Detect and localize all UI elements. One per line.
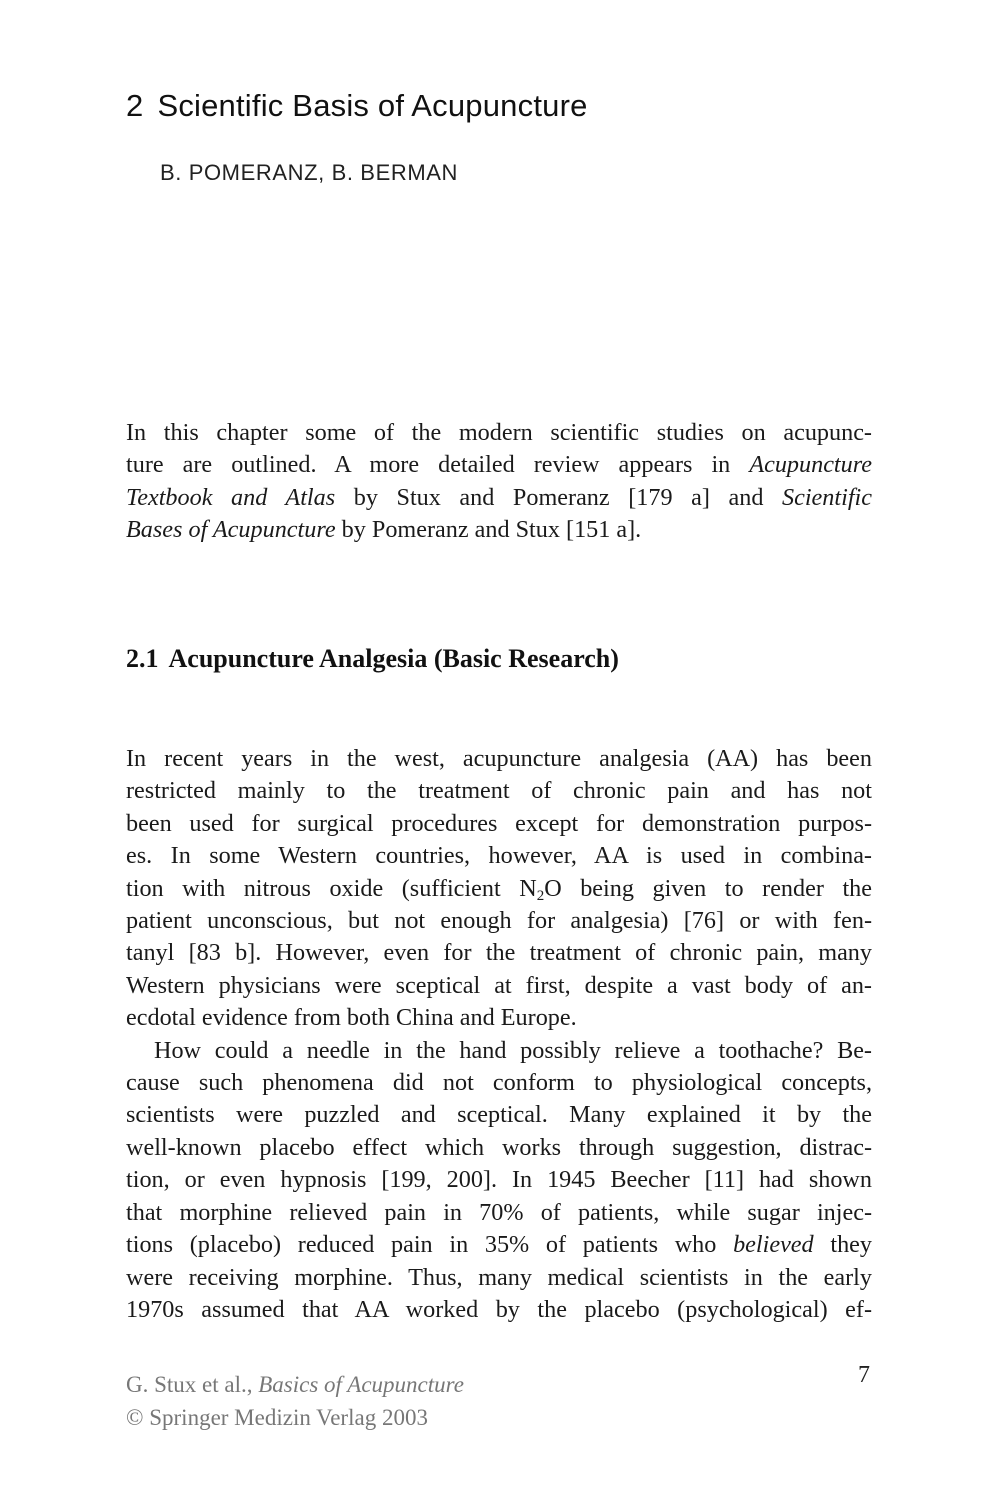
italic-text: Bases of Acupuncture <box>126 516 336 544</box>
text-line <box>126 840 872 872</box>
text-line <box>126 417 872 449</box>
text-run: ecdotal evidence from both China and Europe. <box>126 1004 577 1032</box>
text-line <box>126 1002 872 1034</box>
text-line <box>126 449 872 481</box>
text-run: How could a needle in the hand possibly relieve a toothache? Be- <box>154 1036 872 1064</box>
intro-paragraph <box>126 417 872 547</box>
text-run: tions (placebo) reduced pain in 35% of patients who <box>126 1231 734 1259</box>
text-run: by Stux and Pomeranz [179 a] and <box>335 483 782 511</box>
text-run: patient unconscious, but not enough for analgesia) [76] or with fen- <box>126 907 872 935</box>
section-body-text <box>126 743 872 1326</box>
section-heading <box>126 644 619 674</box>
text-line <box>126 743 872 775</box>
text-run: In recent years in the west, acupuncture analgesia (AA) has been <box>126 745 872 772</box>
text-line <box>126 1067 872 1099</box>
text-line <box>126 1099 872 1131</box>
section-number: 2.1 <box>126 644 159 673</box>
text-line <box>126 482 872 514</box>
text-line <box>126 873 872 905</box>
text-run: restricted mainly to the treatment of chronic pain and has not <box>126 777 872 805</box>
text-line <box>126 1229 872 1261</box>
page-number: 7 <box>858 1362 870 1388</box>
subscript-text: 2 <box>536 887 545 904</box>
text-run: scientists were puzzled and sceptical. Many explained it by the <box>126 1101 872 1129</box>
text-run: tion with nitrous oxide (sufficient N <box>126 874 537 902</box>
italic-text: Textbook and Atlas <box>126 483 336 511</box>
text-run: cause such phenomena did not conform to physiological concepts, <box>126 1069 872 1097</box>
italic-text: Acupuncture <box>749 451 872 479</box>
text-run: they <box>813 1231 872 1259</box>
chapter-number: 2 <box>126 88 144 123</box>
footer-citation-book: Basics of Acupuncture <box>258 1372 464 1397</box>
chapter-authors: B. POMERANZ, B. BERMAN <box>160 160 459 185</box>
footer-copyright: © Springer Medizin Verlag 2003 <box>126 1405 428 1430</box>
text-run: es. In some Western countries, however, AA is used in combina- <box>126 842 872 870</box>
text-run: 1970s assumed that AA worked by the placebo (psychological) ef- <box>126 1295 872 1323</box>
text-run: O being given to render the <box>544 874 872 902</box>
text-run: that morphine relieved pain in 70% of patients, while sugar injec- <box>126 1198 872 1226</box>
text-line <box>126 905 872 937</box>
text-line <box>126 1197 872 1229</box>
text-run: tanyl [83 b]. However, even for the treatment of chronic pain, many <box>126 939 872 967</box>
text-line <box>126 970 872 1002</box>
chapter-title <box>126 88 588 124</box>
text-run: Western physicians were sceptical at first, despite a vast body of an- <box>126 971 872 999</box>
footer-citation-prefix: G. Stux et al., <box>126 1372 259 1397</box>
text-run: tion, or even hypnosis [199, 200]. In 1945 Beecher [11] had shown <box>126 1166 872 1194</box>
text-line <box>126 1132 872 1164</box>
text-line <box>126 775 872 807</box>
text-run: ture are outlined. A more detailed review appears in <box>126 451 750 479</box>
text-run: In this chapter some of the modern scientific studies on acupunc- <box>126 419 872 446</box>
text-line <box>126 1164 872 1196</box>
text-line <box>126 514 872 546</box>
chapter-title-text: Scientific Basis of Acupuncture <box>157 88 588 123</box>
text-line <box>126 808 872 840</box>
text-line <box>126 1035 872 1067</box>
italic-text: Scientific <box>782 483 872 511</box>
text-line <box>126 1294 872 1326</box>
text-run: were receiving morphine. Thus, many medical scientists in the early <box>126 1263 872 1291</box>
text-line <box>126 1262 872 1294</box>
italic-text: believed <box>733 1231 814 1259</box>
page-footer <box>126 1368 464 1434</box>
footer-citation <box>126 1368 464 1401</box>
text-run: by Pomeranz and Stux [151 a]. <box>335 516 642 544</box>
section-title: Acupuncture Analgesia (Basic Research) <box>168 644 619 673</box>
text-run: well-known placebo effect which works through suggestion, distrac- <box>126 1133 872 1161</box>
text-line <box>126 937 872 969</box>
text-run: been used for surgical procedures except for demonstration purpos- <box>126 809 872 837</box>
